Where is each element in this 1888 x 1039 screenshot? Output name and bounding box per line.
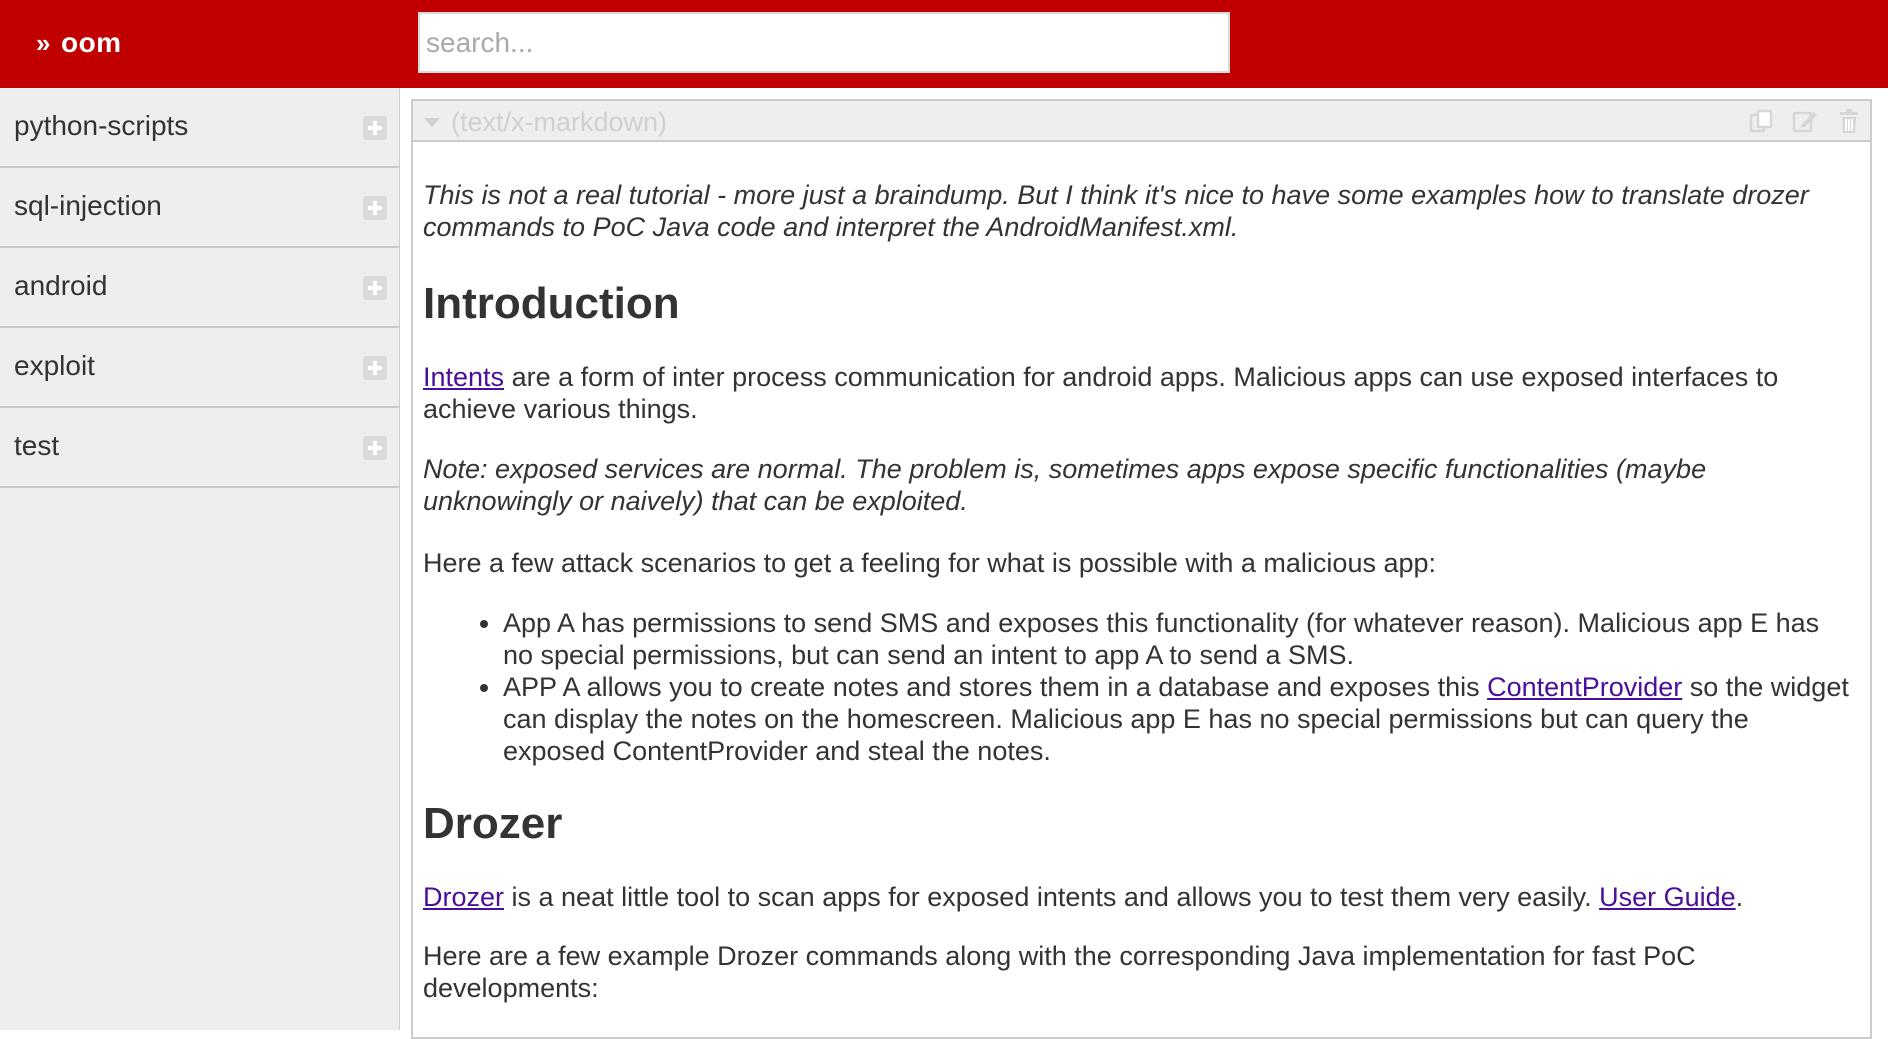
sidebar-item-label: exploit	[14, 350, 95, 381]
intents-link[interactable]: Intents	[423, 362, 505, 392]
intents-text: are a form of inter process communication for android apps. Malicious apps can use exposed interfaces to achieve various things.	[423, 362, 1779, 424]
drozer-text: is a neat little tool to scan apps for exposed intents and allows you to test them very easily.	[504, 882, 1600, 912]
sidebar-item-sql-injection[interactable]	[0, 168, 399, 248]
brand-link[interactable]	[36, 24, 122, 62]
contentprovider-link[interactable]: ContentProvider	[1487, 672, 1683, 702]
drozer-link[interactable]: Drozer	[423, 882, 505, 912]
chevron-right-icon: »	[36, 28, 51, 58]
panel-header	[413, 101, 1870, 142]
scenarios-intro: Here a few attack scenarios to get a feeling for what is possible with a malicious app:	[423, 548, 1437, 578]
note-panel	[411, 99, 1872, 1039]
plus-icon[interactable]	[363, 276, 387, 300]
intro-note: This is not a real tutorial - more just a braindump. But I think it's nice to have some examples how to translate drozer commands to PoC Java code and interpret the AndroidManifest.xml.	[423, 180, 1809, 242]
plus-icon[interactable]	[363, 356, 387, 380]
intents-paragraph	[423, 361, 1853, 425]
sidebar-item-label: android	[14, 270, 108, 301]
heading-drozer: Drozer	[423, 799, 563, 848]
sidebar-item-label: python-scripts	[14, 110, 189, 141]
sidebar-item-python-scripts[interactable]	[0, 88, 399, 168]
panel-toolbar	[1748, 108, 1862, 134]
collapse-caret-icon[interactable]	[424, 118, 440, 127]
sidebar	[0, 88, 400, 1030]
sidebar-item-android[interactable]	[0, 248, 399, 328]
drozer-paragraph	[423, 881, 1743, 913]
scenario-2-text-end: so the widget can display the notes on the homescreen. Malicious app E has no special permissions but can query the exposed ContentProvider and steal the notes.	[503, 672, 1849, 766]
copy-icon[interactable]	[1748, 108, 1774, 134]
examples-paragraph: Here are a few example Drozer commands along with the corresponding Java implementation for fast PoC developments:	[423, 941, 1696, 1003]
search-input[interactable]	[418, 12, 1230, 73]
list-item	[503, 671, 1853, 767]
plus-icon[interactable]	[363, 196, 387, 220]
heading-introduction: Introduction	[423, 279, 680, 328]
list-item: • App A has permissions to send SMS and exposes this functionality (for whatever reason). Malicious app E has no special permissions, but can send an intent to app A to send a SMS.	[503, 607, 1853, 671]
plus-icon[interactable]	[363, 436, 387, 460]
sidebar-item-label: sql-injection	[14, 190, 162, 221]
edit-icon[interactable]	[1792, 108, 1818, 134]
trash-icon[interactable]	[1836, 108, 1862, 134]
sidebar-item-test[interactable]	[0, 408, 399, 488]
top-bar	[0, 0, 1888, 88]
brand-name: oom	[60, 27, 122, 58]
sidebar-item-exploit[interactable]	[0, 328, 399, 408]
note-paragraph: Note: exposed services are normal. The problem is, sometimes apps expose specific functionalities (maybe unknowingly or naively) that can be exploited.	[423, 454, 1707, 516]
scenario-2-text: APP A allows you to create notes and stores them in a database and exposes this	[503, 672, 1488, 702]
mime-type-label: (text/x-markdown)	[451, 107, 668, 137]
sidebar-item-label: test	[14, 430, 60, 461]
user-guide-link[interactable]: User Guide	[1599, 882, 1736, 912]
scenario-list	[423, 607, 1853, 767]
drozer-period: .	[1735, 882, 1744, 912]
plus-icon[interactable]	[363, 116, 387, 140]
